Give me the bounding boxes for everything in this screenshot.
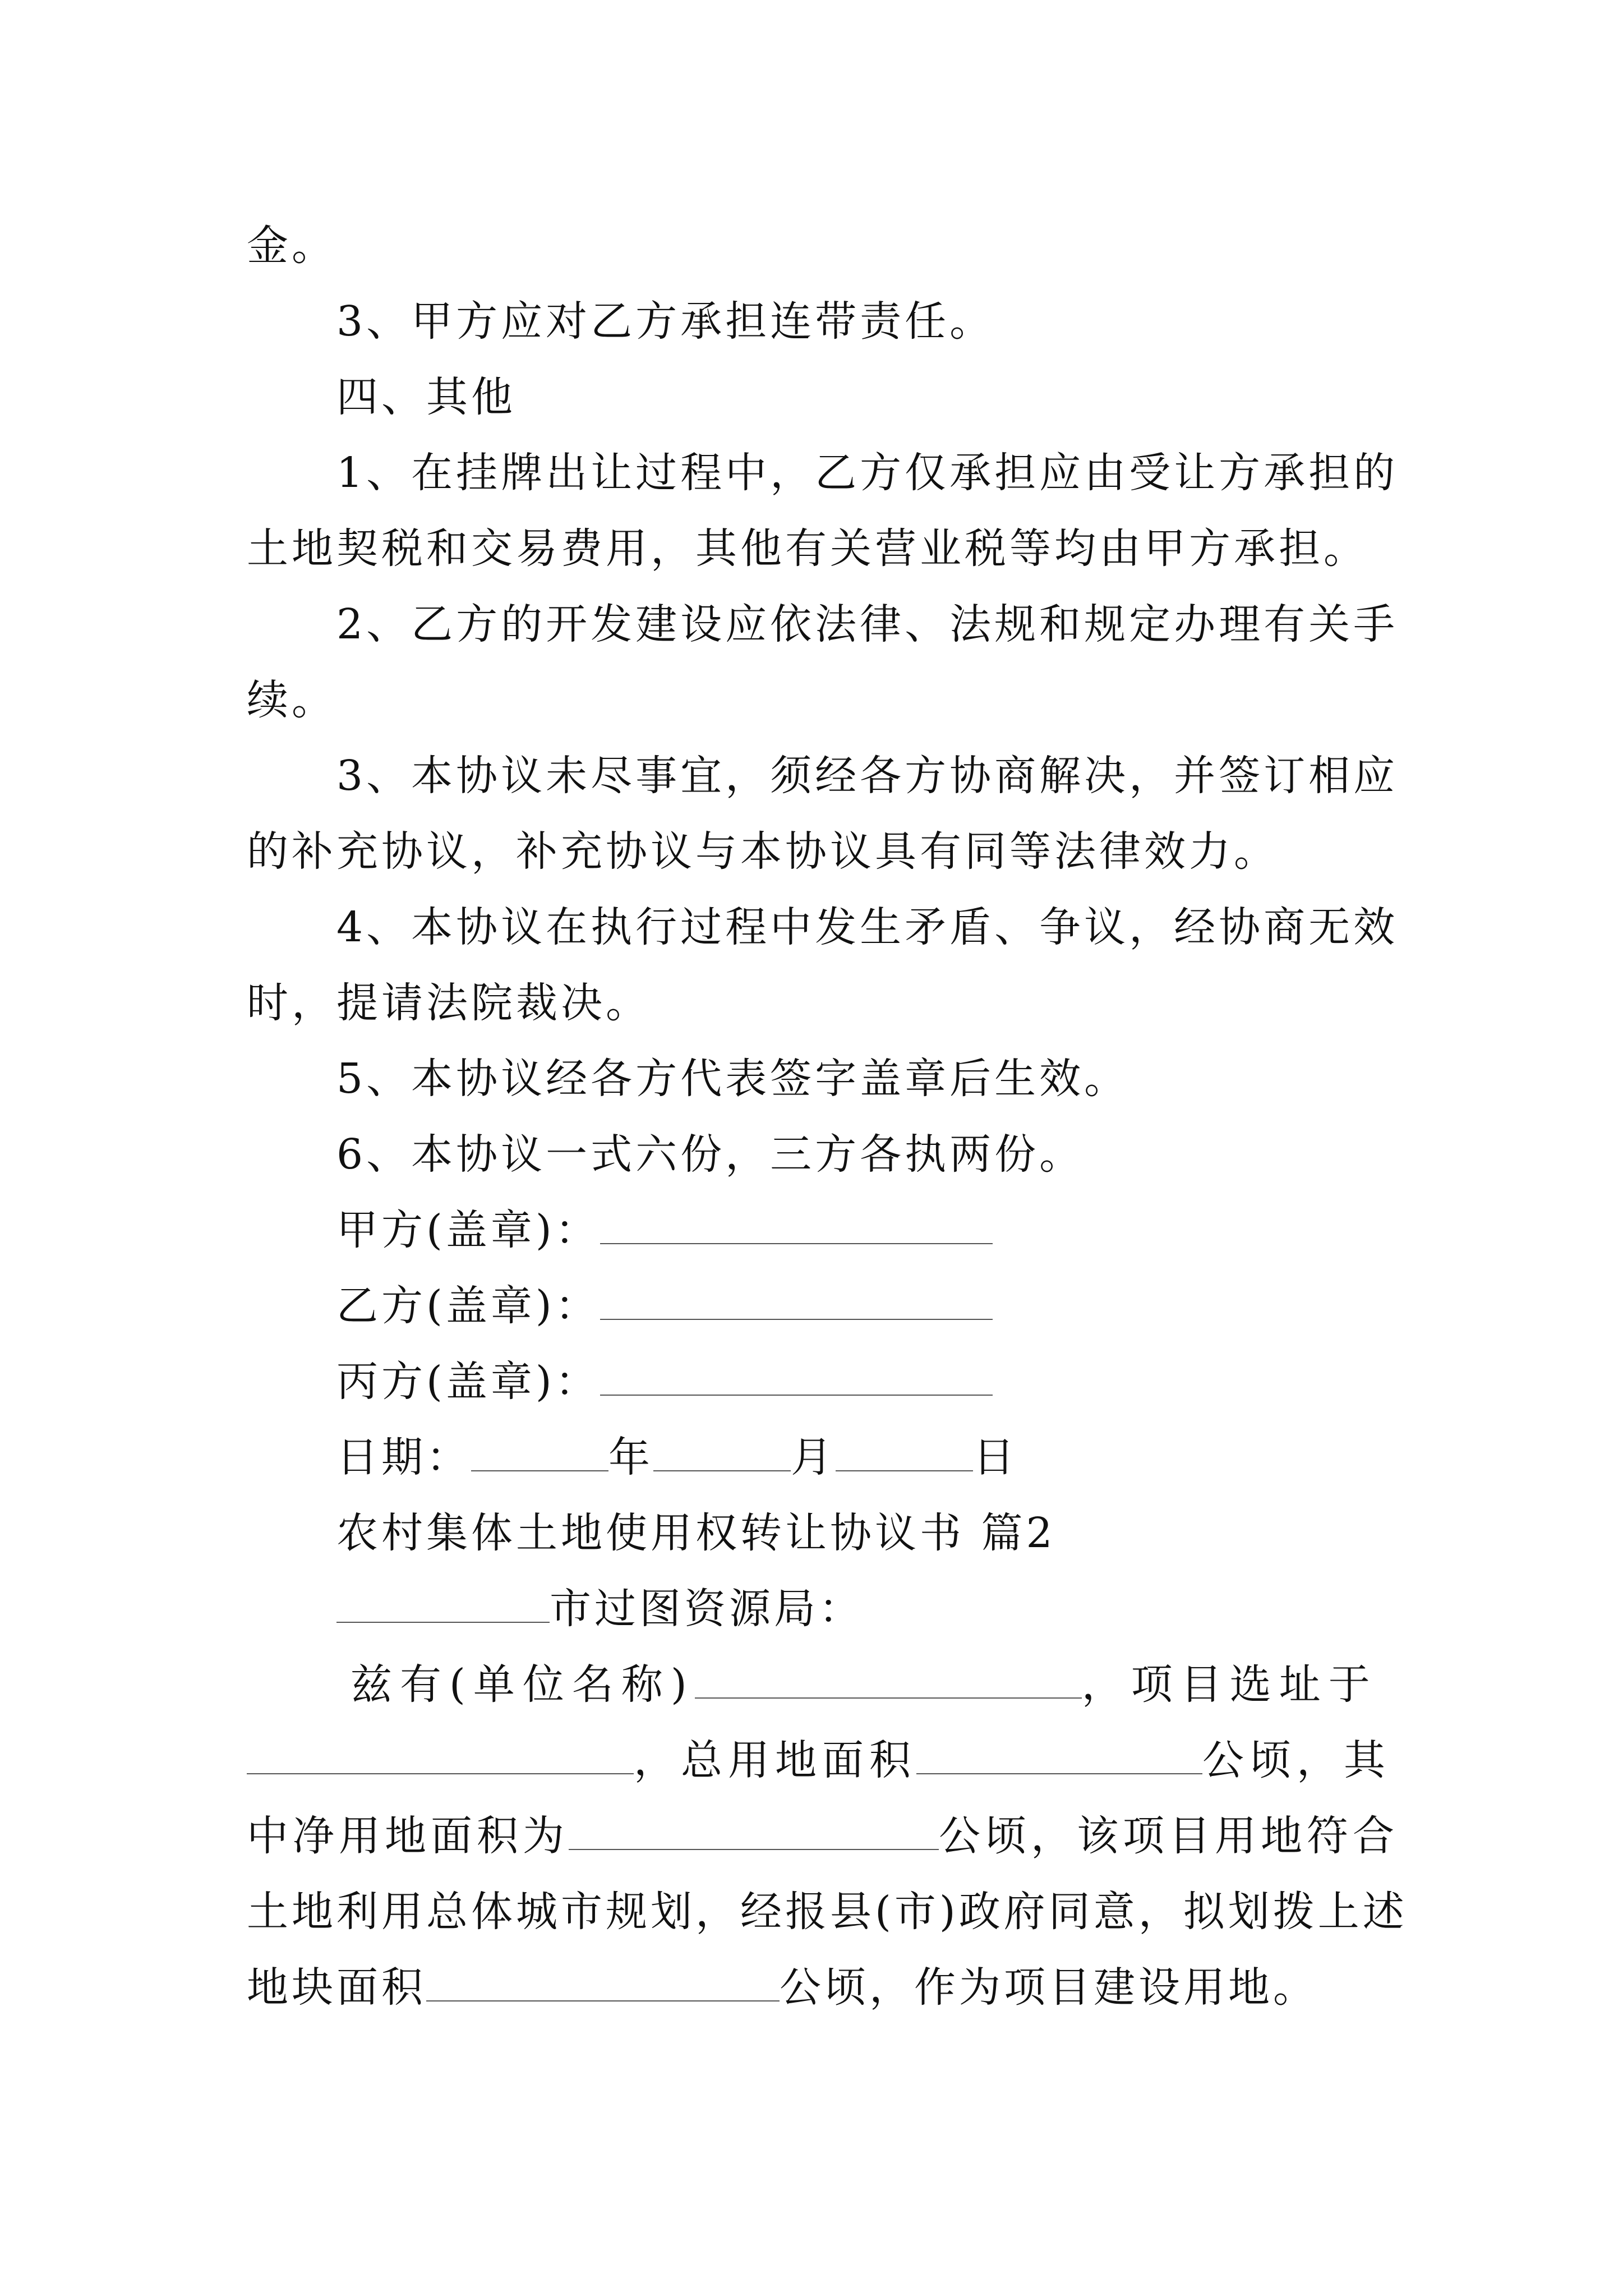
city-blank[interactable] <box>336 1584 550 1623</box>
text-segment: 中净用地面积为 <box>247 1812 569 1860</box>
text-line: 1、在挂牌出让过程中，乙方仅承担应由受让方承担的 <box>336 449 1399 497</box>
text-line: 3、甲方应对乙方承担连带责任。 <box>336 297 995 346</box>
signature-label: 甲方(盖章)： <box>336 1206 600 1254</box>
year-blank[interactable] <box>471 1432 608 1471</box>
signature-label: 丙方(盖章)： <box>336 1358 600 1406</box>
net-area-blank[interactable] <box>569 1811 939 1850</box>
text-line: 金。 <box>247 222 336 270</box>
day-label: 日 <box>973 1433 1018 1481</box>
day-blank[interactable] <box>836 1432 973 1471</box>
text-segment: ，总用地面积 <box>634 1736 916 1784</box>
signature-blank[interactable] <box>600 1205 993 1244</box>
document-title: 农村集体土地使用权转让协议书 篇2 <box>336 1509 1056 1557</box>
text-line <box>247 1722 1391 1798</box>
text-segment: ，项目选址于 <box>1081 1660 1378 1709</box>
text-line: 续。 <box>247 676 336 724</box>
parcel-area-blank[interactable] <box>426 1962 780 2001</box>
text-segment: 地块面积 <box>247 1963 426 2012</box>
text-line: 4、本协议在执行过程中发生矛盾、争议，经协商无效 <box>336 903 1399 951</box>
text-line: 土地契税和交易费用，其他有关营业税等均由甲方承担。 <box>247 524 1368 573</box>
text-line: 时，提请法院裁决。 <box>247 979 651 1027</box>
month-blank[interactable] <box>653 1432 791 1471</box>
unit-name-blank[interactable] <box>695 1659 1082 1699</box>
signature-blank[interactable] <box>600 1356 993 1396</box>
text-line <box>351 1646 1489 1723</box>
text-segment: 公顷，其 <box>1202 1736 1391 1784</box>
addressee-line <box>336 1571 1475 1647</box>
month-label: 月 <box>791 1433 836 1481</box>
text-line: 2、乙方的开发建设应依法律、法规和规定办理有关手 <box>336 600 1399 648</box>
total-area-blank[interactable] <box>916 1735 1202 1774</box>
signature-line-party-b <box>336 1268 1475 1344</box>
text-segment: 公顷，该项目用地符合 <box>939 1812 1399 1860</box>
addressee-label: 市过图资源局： <box>550 1585 864 1633</box>
text-line: 5、本协议经各方代表签字盖章后生效。 <box>336 1055 1129 1103</box>
section-heading: 四、其他 <box>336 373 516 421</box>
text-line: 土地利用总体城市规划，经报县(市)政府同意，拟划拨上述 <box>247 1888 1408 1936</box>
year-label: 年 <box>608 1433 653 1481</box>
site-location-blank[interactable] <box>247 1735 634 1774</box>
text-segment: 公顷，作为项目建设用地。 <box>780 1963 1318 2012</box>
signature-blank[interactable] <box>600 1281 993 1320</box>
date-label: 日期： <box>336 1433 471 1481</box>
text-line: 3、本协议未尽事宜，须经各方协商解决，并签订相应 <box>336 752 1399 800</box>
text-line <box>247 1798 1399 1874</box>
text-segment: 兹有(单位名称) <box>351 1660 695 1709</box>
text-line: 的补充协议，补充协议与本协议具有同等法律效力。 <box>247 827 1279 876</box>
signature-line-party-c <box>336 1343 1475 1420</box>
signature-line-party-a <box>336 1192 1475 1268</box>
text-line <box>247 1949 1385 2026</box>
signature-label: 乙方(盖章)： <box>336 1282 600 1330</box>
text-line: 6、本协议一式六份，三方各执两份。 <box>336 1130 1085 1179</box>
date-line <box>336 1419 1475 1496</box>
